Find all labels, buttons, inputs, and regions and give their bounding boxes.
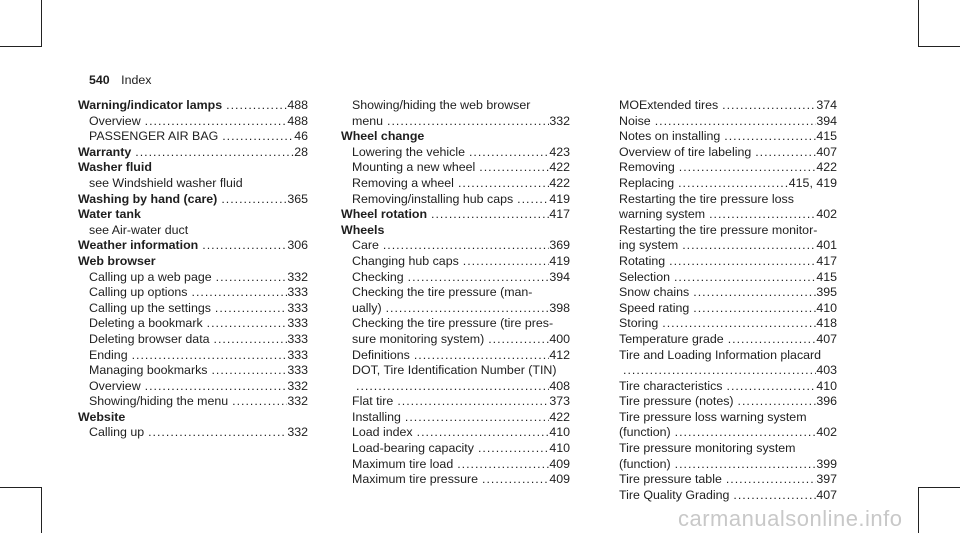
index-entry [341,348,570,364]
entry-term: Installing [352,409,401,424]
index-entry [341,332,570,348]
entry-term: Ending [89,347,128,362]
index-entry [608,379,837,395]
page-reference: 417 [816,253,837,268]
dot-leader [513,192,549,208]
page-reference: 410 [549,425,570,440]
index-entry [608,332,837,348]
crop-mark [0,46,42,47]
index-entry [78,270,308,286]
index-entry [341,425,570,441]
index-entry [341,394,570,410]
page-header [89,73,151,87]
dot-leader [651,114,817,130]
index-entry [608,98,837,114]
entry-term: Wheel rotation [341,207,428,222]
dot-leader [734,394,817,410]
index-entry [608,114,837,130]
page-reference: 333 [287,300,308,315]
index-text: Restarting the tire pressure monitor- [619,222,818,237]
dot-leader [619,363,816,379]
page-reference: 399 [816,456,837,471]
entry-term: Calling up the settings [89,300,211,315]
dot-leader [198,238,287,254]
page-reference: 28 [294,144,308,159]
dot-leader [128,348,288,364]
entry-term: Snow chains [619,285,690,300]
index-entry [341,254,570,270]
index-entry [608,270,837,286]
page-reference: 394 [816,113,837,128]
index-entry [608,176,837,192]
index-column-3 [608,98,837,503]
index-entry [341,114,570,130]
dot-leader [211,301,287,317]
dot-leader [454,176,549,192]
dot-leader [207,363,287,379]
crop-mark [41,0,42,47]
index-entry [78,238,308,254]
dot-leader [671,457,817,473]
dot-leader [410,348,549,364]
entry-term: Washing by hand (care) [78,191,218,206]
entry-term: Overview of tire labeling [619,144,752,159]
index-entry [78,348,308,364]
page-reference: 333 [287,331,308,346]
page-reference: 332 [549,113,570,128]
index-entry [608,207,837,223]
dot-leader [720,129,816,145]
page-reference: 412 [549,347,570,362]
dot-leader [723,379,817,395]
page-reference: 332 [287,378,308,393]
index-text: Tire pressure loss warning system [619,409,807,424]
index-entry [608,394,837,410]
index-entry [608,160,837,176]
dot-leader [141,114,288,130]
page-reference: 401 [816,238,837,253]
dot-leader [484,332,549,348]
index-entry [341,145,570,161]
index-entry [341,410,570,426]
entry-term: PASSENGER AIR BAG [89,129,219,144]
dot-leader [670,270,816,286]
entry-term: Tire characteristics [619,378,723,393]
index-entry [341,441,570,457]
dot-leader [689,285,816,301]
entry-term: sure monitoring system) [352,331,485,346]
index-entry [78,114,308,130]
page-reference: 365 [287,191,308,206]
page-reference: 407 [816,144,837,159]
dot-leader [705,207,816,223]
page-reference: 333 [287,316,308,331]
page-reference: 410 [816,300,837,315]
page-reference: 402 [816,207,837,222]
index-text: DOT, Tire Identification Number (TIN) [352,363,557,378]
index-entry [608,472,837,488]
crop-mark [41,487,42,533]
index-entry [341,176,570,192]
index-entry [78,129,308,145]
index-text: Showing/hiding the web browser [352,98,531,112]
entry-term: (function) [619,425,671,440]
page-reference: 396 [816,394,837,409]
section-title: Index [121,73,152,87]
entry-term: Tire pressure (notes) [619,394,734,409]
index-heading: Wheels [341,222,385,237]
index-heading: Website [78,409,126,424]
dot-leader [465,145,549,161]
index-entry [608,145,837,161]
page-reference: 488 [287,98,308,112]
index-entry [608,238,837,254]
dot-leader [718,98,816,114]
dot-leader [427,207,549,223]
index-heading: Web browser [78,253,156,268]
page-reference: 397 [816,472,837,487]
page-reference: 407 [816,331,837,346]
index-text: Tire pressure monitoring system [619,441,796,456]
index-entry [78,363,308,379]
dot-leader [729,488,816,504]
crop-mark [0,487,42,488]
index-entry [608,301,837,317]
page-reference: 415 [816,129,837,144]
entry-term: Calling up a web page [89,269,212,284]
page-reference: 422 [549,175,570,190]
page-reference: 374 [816,98,837,112]
dot-leader [671,425,817,441]
index-entry [78,145,308,161]
index-entry [608,316,837,332]
dot-leader [478,472,549,488]
index-entry [341,379,570,395]
crop-mark [918,487,919,533]
dot-leader [212,270,288,286]
index-entry [341,270,570,286]
index-text: see Windshield washer fluid [89,175,243,190]
entry-term: Warranty [78,144,132,159]
entry-term: Lowering the vehicle [352,144,465,159]
dot-leader [722,472,816,488]
dot-leader [675,160,817,176]
index-entry [341,192,570,208]
page-reference: 422 [549,160,570,175]
entry-term: Removing/installing hub caps [352,191,514,206]
entry-term: Definitions [352,347,410,362]
page-reference: 410 [816,378,837,393]
dot-leader [678,238,816,254]
index-entry [608,285,837,301]
page-reference: 409 [549,472,570,487]
entry-term: MOExtended tires [619,98,719,112]
dot-leader [144,425,287,441]
dot-leader [413,425,550,441]
entry-term: Noise [619,113,651,128]
index-text: Tire and Loading Information placard [619,347,822,362]
dot-leader [218,129,294,145]
index-entry [341,238,570,254]
index-heading: Washer fluid [78,160,152,175]
entry-term: Overview [89,113,141,128]
dot-leader [210,332,288,348]
crop-mark [918,0,919,47]
page-reference: 400 [549,331,570,346]
page-reference: 333 [287,347,308,362]
index-entry [341,207,570,223]
index-entry [78,316,308,332]
dot-leader [203,316,288,332]
entry-term: Rotating [619,253,666,268]
entry-term: Notes on installing [619,129,721,144]
entry-term: Load index [352,425,413,440]
page-reference: 409 [549,456,570,471]
page-reference: 333 [287,363,308,378]
page-reference: 415, 419 [788,175,837,190]
entry-term: menu [352,113,383,128]
page-reference: 403 [816,363,837,378]
page-reference: 419 [549,191,570,206]
dot-leader [228,394,287,410]
index-entry [341,472,570,488]
page-reference: 419 [549,253,570,268]
entry-term: Flat tire [352,394,394,409]
index-entry [78,394,308,410]
entry-term: Managing bookmarks [89,363,208,378]
watermark-logo: carmanualsonline.info [678,506,903,531]
page-reference: 417 [549,207,570,222]
dot-leader [674,176,789,192]
page-reference: 422 [816,160,837,175]
page-reference: 333 [287,285,308,300]
index-column-1 [78,98,308,441]
page-reference: 373 [549,394,570,409]
dot-leader [383,114,549,130]
index-entry [78,192,308,208]
index-entry [608,363,837,379]
index-heading: Wheel change [341,129,425,144]
index-heading: Water tank [78,207,141,222]
page-reference: 418 [816,316,837,331]
entry-term: Load-bearing capacity [352,441,474,456]
page-number: 540 [89,73,110,87]
page-reference: 395 [816,285,837,300]
page-reference: 332 [287,269,308,284]
dot-leader [217,192,287,208]
crop-mark [918,487,960,488]
entry-term: ing system [619,238,679,253]
crop-mark [918,46,960,47]
dot-leader [459,254,550,270]
entry-term: Selection [619,269,670,284]
dot-leader [352,379,549,395]
index-column-2 [341,98,570,488]
entry-term: Calling up options [89,285,188,300]
dot-leader [689,301,816,317]
dot-leader [188,285,288,301]
entry-term: Removing a wheel [352,175,454,190]
entry-term: Deleting a bookmark [89,316,203,331]
index-entry [78,301,308,317]
entry-term: Tire pressure table [619,472,722,487]
page-reference: 422 [549,409,570,424]
index-entry [78,425,308,441]
page-reference: 398 [549,300,570,315]
index-entry [608,254,837,270]
page-reference: 306 [287,238,308,253]
index-text: Checking the tire pressure (tire pres- [352,316,554,331]
index-entry [608,457,837,473]
index-entry [341,457,570,473]
index-entry [78,98,308,114]
index-entry [341,301,570,317]
dot-leader [222,98,287,114]
page-reference: 369 [549,238,570,253]
dot-leader [453,457,549,473]
dot-leader [393,394,549,410]
index-entry [78,285,308,301]
entry-term: Checking [352,269,404,284]
index-entry [78,379,308,395]
dot-leader [724,332,817,348]
dot-leader [141,379,288,395]
entry-term: Temperature grade [619,331,724,346]
entry-term: warning system [619,207,706,222]
index-entry [341,160,570,176]
page-reference: 332 [287,425,308,440]
dot-leader [401,410,549,426]
page-reference: 488 [287,113,308,128]
entry-term: Removing [619,160,675,175]
index-text: Checking the tire pressure (man- [352,285,533,300]
entry-term: Maximum tire load [352,456,454,471]
index-entry [608,425,837,441]
entry-term: Calling up [89,425,145,440]
index-entry [608,488,837,504]
index-entry [78,332,308,348]
page-reference: 423 [549,144,570,159]
dot-leader [404,270,550,286]
dot-leader [475,160,549,176]
entry-term: Showing/hiding the menu [89,394,229,409]
dot-leader [474,441,549,457]
page-reference: 332 [287,394,308,409]
page-reference: 407 [816,487,837,502]
entry-term: Mounting a new wheel [352,160,476,175]
entry-term: Replacing [619,175,675,190]
index-text: Restarting the tire pressure loss [619,191,794,206]
page-reference: 410 [549,441,570,456]
entry-term: Care [352,238,379,253]
dot-leader [379,238,549,254]
entry-term: Tire Quality Grading [619,487,730,502]
entry-term: Weather information [78,238,199,253]
dot-leader [131,145,294,161]
entry-term: Maximum tire pressure [352,472,478,487]
dot-leader [751,145,816,161]
entry-term: ually) [352,300,382,315]
entry-term: Storing [619,316,659,331]
entry-term: Overview [89,378,141,393]
page-reference: 402 [816,425,837,440]
entry-term: Deleting browser data [89,331,210,346]
dot-leader [382,301,550,317]
dot-leader [665,254,816,270]
dot-leader [658,316,816,332]
index-entry [608,129,837,145]
entry-term: (function) [619,456,671,471]
page-reference: 394 [549,269,570,284]
page-reference: 415 [816,269,837,284]
entry-term: Speed rating [619,300,690,315]
page-reference: 408 [549,378,570,393]
entry-term: Changing hub caps [352,253,459,268]
entry-term: Warning/indicator lamps [78,98,223,112]
page-reference: 46 [294,129,308,144]
index-text: see Air-water duct [89,222,189,237]
